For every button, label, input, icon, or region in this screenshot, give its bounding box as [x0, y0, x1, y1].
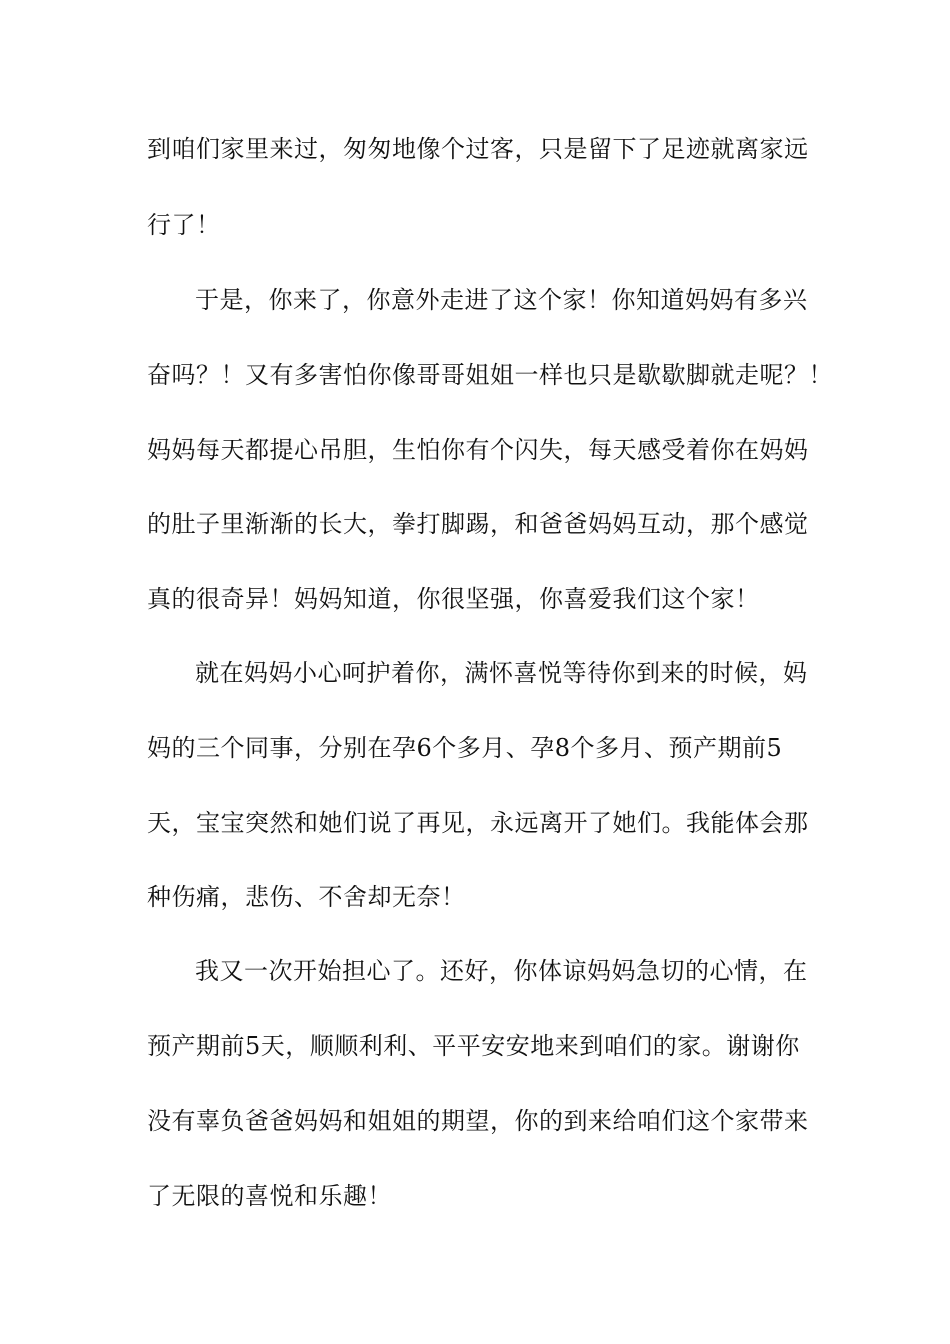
- text-line: 妈的三个同事，分别在孕6个多月、孕8个多月、预产期前5: [147, 734, 783, 762]
- text-line: 的肚子里渐渐的长大，拳打脚踢，和爸爸妈妈互动，那个感觉: [147, 510, 809, 538]
- text-line: 了无限的喜悦和乐趣！: [147, 1182, 392, 1210]
- text-line: 天，宝宝突然和她们说了再见，永远离开了她们。我能体会那: [147, 809, 809, 837]
- text-line: 没有辜负爸爸妈妈和姐姐的期望，你的到来给咱们这个家带来: [147, 1107, 809, 1135]
- text-line: 真的很奇异！妈妈知道，你很坚强，你喜爱我们这个家！: [147, 585, 760, 613]
- text-line: 奋吗？！又有多害怕你像哥哥姐姐一样也只是歇歇脚就走呢？！: [147, 361, 833, 389]
- text-line: 种伤痛，悲伤、不舍却无奈！: [147, 883, 466, 911]
- text-line: 妈妈每天都提心吊胆，生怕你有个闪失，每天感受着你在妈妈: [147, 436, 809, 464]
- paragraph-start-line: 就在妈妈小心呵护着你，满怀喜悦等待你到来的时候，妈: [195, 659, 808, 687]
- paragraph-start-line: 于是，你来了，你意外走进了这个家！你知道妈妈有多兴: [195, 286, 808, 314]
- text-line: 行了！: [147, 211, 221, 239]
- text-line: 到咱们家里来过，匆匆地像个过客，只是留下了足迹就离家远: [147, 135, 809, 163]
- paragraph-start-line: 我又一次开始担心了。还好，你体谅妈妈急切的心情，在: [195, 957, 808, 985]
- text-line: 预产期前5天，顺顺利利、平平安安地来到咱们的家。谢谢你: [147, 1032, 800, 1060]
